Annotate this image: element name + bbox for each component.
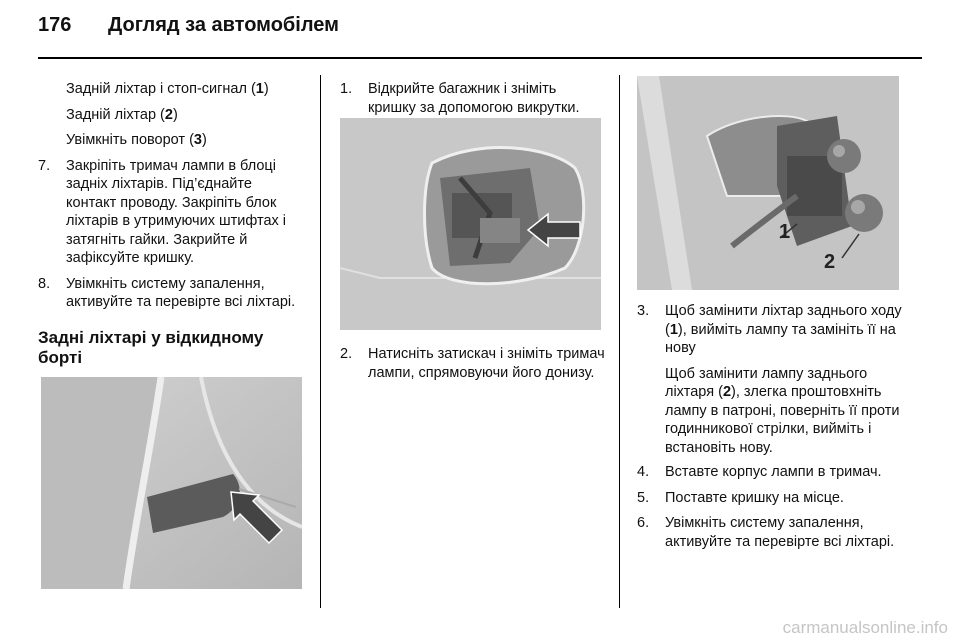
figure-label-2: 2 (824, 251, 836, 273)
middle-column-lower (340, 345, 605, 389)
right-column (637, 302, 905, 558)
bulb-line: Задній ліхтар і стоп-сигнал (1) (66, 81, 269, 97)
step-1: 1. Відкрийте багажник і зніміть кришку за допомогою викрутки. (340, 81, 580, 116)
bulb-icon (827, 139, 861, 173)
page-header (38, 14, 339, 37)
step-3: 3. Щоб замінити ліхтар заднього ходу (1), вийміть лампу та замініть її на нову (637, 303, 902, 356)
section-heading: Задні ліхтарі у відкидному борті (38, 327, 264, 367)
step-8: 8. Увімкніть систему запалення, активуйте та перевірте всі ліхтарі. (38, 275, 296, 310)
column-divider-left (320, 75, 321, 608)
step-7: 7. Закріпіть тримач лампи в блоці задніх ліхтарів. Під’єднайте контакт проводу. Закріпіть блок ліхтарів в утримуючих штифтах і затягніть гайки. Закрийте й зафіксуйте кришку. (38, 157, 287, 266)
bulbs-figure (637, 76, 899, 290)
figure-label-1: 1 (779, 221, 791, 243)
step-5: 5. Поставте кришку на місце. (637, 489, 844, 506)
bulb-line: Задній ліхтар (2) (66, 106, 178, 123)
column-divider-right (619, 75, 620, 608)
step-4: 4. Вставте корпус лампи в тримач. (637, 464, 882, 480)
bulb-line: Увімкніть поворот (3) (66, 132, 207, 148)
watermark: carmanualsonline.info (782, 618, 948, 637)
lamp-cover-figure (340, 118, 601, 330)
page-number: 176 (38, 14, 72, 36)
step-3-note: Щоб замінити лампу заднього ліхтаря (2), злегка проштовхніть лампу в патроні, поверніть її проти годинникової стрілки, вийміть і встановіть нову. (665, 365, 900, 456)
header-rule (38, 57, 922, 59)
bulb-icon (845, 194, 883, 232)
page-title: Догляд за автомобілем (108, 14, 339, 36)
step-6: 6. Увімкніть систему запалення, активуйте та перевірте всі ліхтарі. (637, 515, 895, 550)
step-2: 2. Натисніть затискач і зніміть тримач лампи, спрямовуючи його донизу. (340, 346, 605, 381)
tailgate-figure (41, 377, 302, 589)
left-column (38, 80, 306, 368)
